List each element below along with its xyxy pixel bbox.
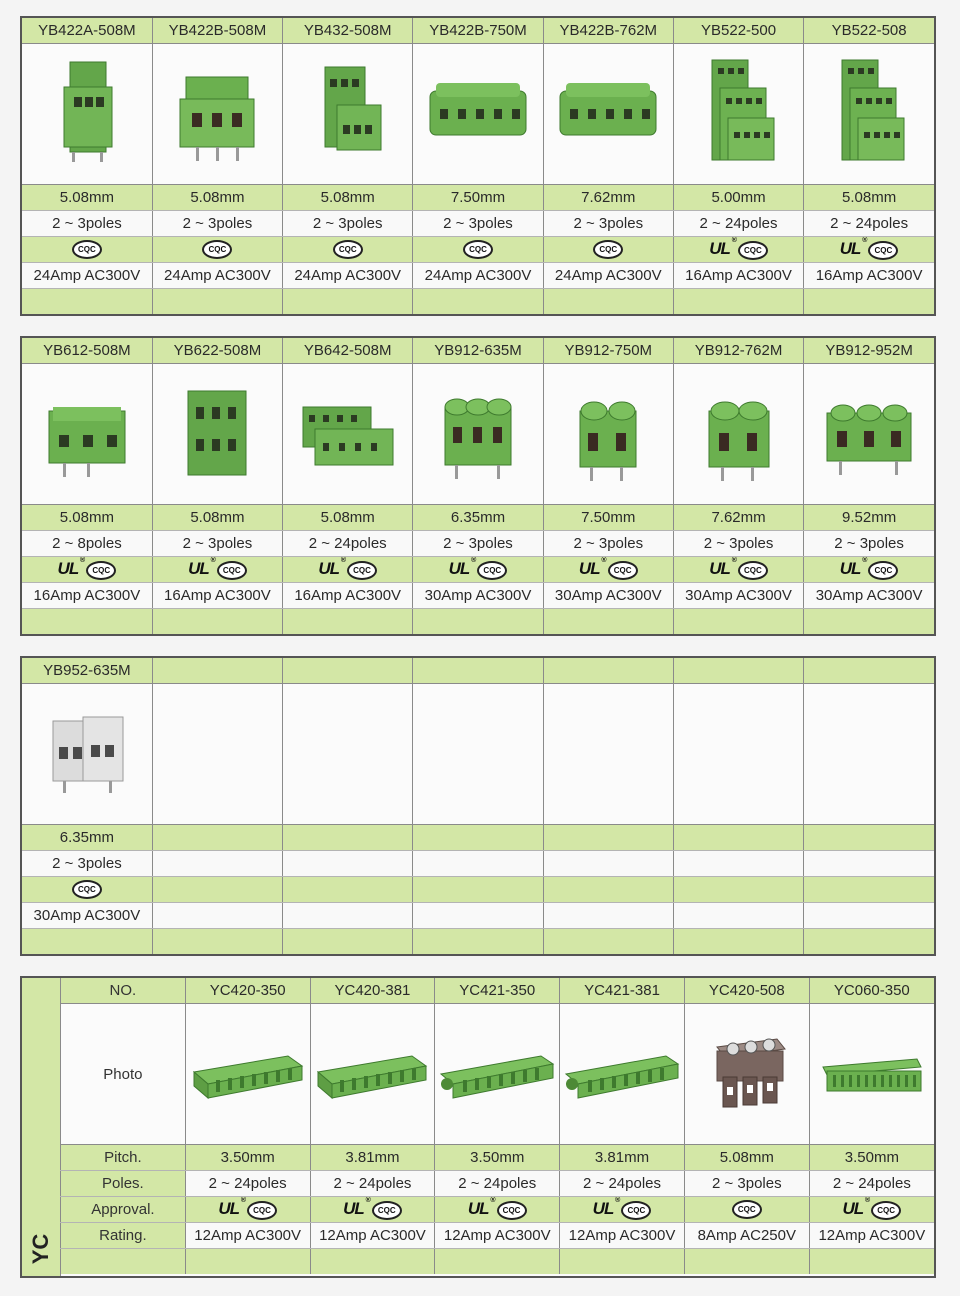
ul-icon: UL ® — [218, 1197, 245, 1219]
cqc-icon: CQC — [477, 561, 507, 580]
pitch-cell: 5.08mm — [22, 505, 152, 531]
product-photo — [804, 44, 934, 185]
product-table-2 — [20, 336, 936, 636]
pitch-cell: 5.08mm — [283, 185, 413, 211]
poles-row — [22, 851, 934, 877]
product-photo — [673, 364, 803, 505]
blank-row — [22, 609, 934, 635]
pitch-cell: 5.08mm — [152, 185, 282, 211]
rating-cell: 30Amp AC300V — [673, 583, 803, 609]
pitch-cell: 5.08mm — [804, 185, 934, 211]
ul-icon: UL ® — [839, 237, 867, 259]
photo-row — [61, 1004, 935, 1145]
product-photo — [283, 364, 413, 505]
approval-row — [22, 877, 934, 903]
photo-row — [22, 684, 934, 825]
poles-cell: 2 ~ 24poles — [310, 1171, 435, 1197]
ul-icon: UL ® — [57, 557, 85, 579]
blank-row — [61, 1249, 935, 1275]
approval-cell — [684, 1197, 809, 1223]
product-photo — [152, 44, 282, 185]
model-cell: YB642-508M — [283, 338, 413, 364]
model-cell: YB912-635M — [413, 338, 543, 364]
approval-cell — [310, 1197, 435, 1223]
product-photo — [283, 44, 413, 185]
cqc-icon: CQC — [463, 240, 493, 259]
rating-cell: 24Amp AC300V — [283, 263, 413, 289]
model-cell: YC421-350 — [435, 978, 560, 1004]
model-cell: YB912-952M — [804, 338, 934, 364]
product-photo — [413, 364, 543, 505]
pitch-row — [22, 185, 934, 211]
pitch-cell: 5.08mm — [283, 505, 413, 531]
ul-icon: UL ® — [578, 557, 606, 579]
product-photo — [673, 44, 803, 185]
poles-cell: 2 ~ 3poles — [152, 531, 282, 557]
model-cell: YC420-508 — [684, 978, 809, 1004]
pitch-cell: 7.50mm — [543, 505, 673, 531]
model-row — [22, 658, 934, 684]
model-row — [22, 338, 934, 364]
poles-cell: 2 ~ 3poles — [673, 531, 803, 557]
model-cell: YB522-500 — [673, 18, 803, 44]
model-row — [22, 18, 934, 44]
product-photo — [684, 1004, 809, 1145]
pitch-cell: 3.50mm — [809, 1145, 934, 1171]
ul-icon: UL ® — [709, 237, 736, 259]
cqc-icon: CQC — [738, 241, 768, 260]
cqc-icon: CQC — [372, 1201, 402, 1220]
poles-cell: 2 ~ 3poles — [684, 1171, 809, 1197]
ul-icon: UL ® — [318, 557, 346, 579]
model-cell: YB422B-508M — [152, 18, 282, 44]
pitch-cell: 5.08mm — [152, 505, 282, 531]
model-cell: YB522-508 — [804, 18, 934, 44]
rating-cell: 12Amp AC300V — [310, 1223, 435, 1249]
ul-icon: UL ® — [467, 1197, 495, 1219]
model-cell: YB422A-508M — [22, 18, 152, 44]
row-label-photo: Photo — [61, 1004, 186, 1145]
rating-cell: 12Amp AC300V — [560, 1223, 685, 1249]
pitch-cell: 5.08mm — [684, 1145, 809, 1171]
cqc-icon: CQC — [247, 1201, 277, 1220]
product-photo — [804, 364, 934, 505]
product-photo — [22, 364, 152, 505]
poles-cell: 2 ~ 3poles — [22, 211, 152, 237]
approval-cell — [283, 237, 413, 263]
product-photo — [809, 1004, 934, 1145]
approval-row — [61, 1197, 935, 1223]
pitch-cell: 6.35mm — [413, 505, 543, 531]
cqc-icon: CQC — [608, 561, 638, 580]
model-cell: YC421-381 — [560, 978, 685, 1004]
poles-cell: 2 ~ 3poles — [413, 531, 543, 557]
row-label-pitch: Pitch. — [61, 1145, 186, 1171]
ul-icon: UL ® — [592, 1197, 620, 1219]
row-label-no: NO. — [61, 978, 186, 1004]
approval-cell — [152, 237, 282, 263]
poles-cell: 2 ~ 3poles — [413, 211, 543, 237]
cqc-icon: CQC — [333, 240, 363, 259]
ul-icon: UL ® — [709, 557, 736, 579]
rating-cell: 30Amp AC300V — [543, 583, 673, 609]
product-photo — [310, 1004, 435, 1145]
yc-section-label: YC — [22, 978, 61, 1276]
cqc-icon: CQC — [86, 561, 116, 580]
rating-row — [22, 903, 934, 929]
rating-row — [61, 1223, 935, 1249]
cqc-icon: CQC — [738, 561, 768, 580]
pitch-cell: 7.50mm — [413, 185, 543, 211]
ul-icon: UL ® — [842, 1197, 870, 1219]
model-cell: YB422B-750M — [413, 18, 543, 44]
poles-cell: 2 ~ 24poles — [809, 1171, 934, 1197]
ul-icon: UL ® — [343, 1197, 370, 1219]
rating-cell: 24Amp AC300V — [413, 263, 543, 289]
product-photo — [152, 364, 282, 505]
pitch-cell: 3.81mm — [560, 1145, 685, 1171]
cqc-icon: CQC — [347, 561, 377, 580]
model-cell: YB422B-762M — [543, 18, 673, 44]
pitch-cell: 9.52mm — [804, 505, 934, 531]
pitch-cell: 7.62mm — [673, 505, 803, 531]
model-row — [61, 978, 935, 1004]
poles-row — [22, 211, 934, 237]
photo-row — [22, 44, 934, 185]
approval-cell — [804, 557, 934, 583]
pitch-cell: 3.81mm — [310, 1145, 435, 1171]
model-cell: YB622-508M — [152, 338, 282, 364]
cqc-icon: CQC — [72, 240, 102, 259]
rating-cell: 16Amp AC300V — [22, 583, 152, 609]
rating-cell: 12Amp AC300V — [809, 1223, 934, 1249]
rating-cell: 12Amp AC300V — [185, 1223, 310, 1249]
approval-cell — [560, 1197, 685, 1223]
approval-cell — [185, 1197, 310, 1223]
model-cell: YB912-762M — [673, 338, 803, 364]
yc-product-table — [20, 976, 936, 1278]
cqc-icon: CQC — [732, 1200, 762, 1219]
approval-cell — [809, 1197, 934, 1223]
rating-cell: 16Amp AC300V — [673, 263, 803, 289]
pitch-cell: 3.50mm — [435, 1145, 560, 1171]
row-label-rating: Rating. — [61, 1223, 186, 1249]
poles-cell: 2 ~ 3poles — [152, 211, 282, 237]
rating-cell: 16Amp AC300V — [804, 263, 934, 289]
approval-row — [22, 237, 934, 263]
blank-row — [22, 929, 934, 955]
cqc-icon: CQC — [497, 1201, 527, 1220]
poles-cell: 2 ~ 24poles — [283, 531, 413, 557]
rating-cell: 30Amp AC300V — [804, 583, 934, 609]
product-photo — [413, 44, 543, 185]
rating-cell: 24Amp AC300V — [22, 263, 152, 289]
approval-cell — [804, 237, 934, 263]
product-table-1 — [20, 16, 936, 316]
approval-cell — [435, 1197, 560, 1223]
rating-cell: 24Amp AC300V — [543, 263, 673, 289]
poles-cell: 2 ~ 8poles — [22, 531, 152, 557]
product-photo — [543, 44, 673, 185]
pitch-cell: 5.08mm — [22, 185, 152, 211]
cqc-icon: CQC — [72, 880, 102, 899]
approval-cell — [152, 557, 282, 583]
product-photo — [22, 44, 152, 185]
rating-cell: 12Amp AC300V — [435, 1223, 560, 1249]
product-photo — [22, 684, 152, 825]
rating-cell: 24Amp AC300V — [152, 263, 282, 289]
rating-cell: 30Amp AC300V — [413, 583, 543, 609]
approval-row — [22, 557, 934, 583]
poles-row — [22, 531, 934, 557]
model-cell: YB432-508M — [283, 18, 413, 44]
ul-icon: UL ® — [448, 557, 476, 579]
product-photo — [435, 1004, 560, 1145]
ul-icon: UL ® — [188, 557, 215, 579]
product-photo — [543, 364, 673, 505]
model-cell: YB952-635M — [22, 658, 152, 684]
rating-row — [22, 583, 934, 609]
poles-cell: 2 ~ 3poles — [543, 531, 673, 557]
rating-cell: 16Amp AC300V — [283, 583, 413, 609]
poles-cell: 2 ~ 3poles — [543, 211, 673, 237]
row-label-approval: Approval. — [61, 1197, 186, 1223]
cqc-icon: CQC — [621, 1201, 651, 1220]
pitch-row — [22, 505, 934, 531]
poles-cell: 2 ~ 24poles — [185, 1171, 310, 1197]
pitch-row — [22, 825, 934, 851]
approval-cell — [543, 557, 673, 583]
approval-cell — [543, 237, 673, 263]
product-table-3 — [20, 656, 936, 956]
blank-row — [22, 289, 934, 315]
rating-cell: 30Amp AC300V — [22, 903, 152, 929]
pitch-cell: 6.35mm — [22, 825, 152, 851]
poles-cell: 2 ~ 24poles — [673, 211, 803, 237]
rating-cell: 8Amp AC250V — [684, 1223, 809, 1249]
approval-cell — [22, 557, 152, 583]
rating-row — [22, 263, 934, 289]
pitch-cell: 7.62mm — [543, 185, 673, 211]
poles-cell: 2 ~ 24poles — [435, 1171, 560, 1197]
approval-cell — [22, 237, 152, 263]
approval-cell — [22, 877, 152, 903]
approval-cell — [673, 557, 803, 583]
model-cell: YC420-381 — [310, 978, 435, 1004]
rating-cell: 16Amp AC300V — [152, 583, 282, 609]
cqc-icon: CQC — [217, 561, 247, 580]
pitch-row — [61, 1145, 935, 1171]
model-cell: YB912-750M — [543, 338, 673, 364]
model-cell: YC420-350 — [185, 978, 310, 1004]
photo-row — [22, 364, 934, 505]
poles-cell: 2 ~ 24poles — [804, 211, 934, 237]
model-cell: YC060-350 — [809, 978, 934, 1004]
pitch-cell: 5.00mm — [673, 185, 803, 211]
poles-cell: 2 ~ 3poles — [283, 211, 413, 237]
pitch-cell: 3.50mm — [185, 1145, 310, 1171]
row-label-poles: Poles. — [61, 1171, 186, 1197]
poles-cell: 2 ~ 3poles — [804, 531, 934, 557]
poles-row — [61, 1171, 935, 1197]
cqc-icon: CQC — [871, 1201, 901, 1220]
cqc-icon: CQC — [593, 240, 623, 259]
cqc-icon: CQC — [868, 241, 898, 260]
product-photo — [185, 1004, 310, 1145]
cqc-icon: CQC — [868, 561, 898, 580]
ul-icon: UL ® — [839, 557, 867, 579]
approval-cell — [413, 237, 543, 263]
approval-cell — [413, 557, 543, 583]
approval-cell — [673, 237, 803, 263]
product-photo — [560, 1004, 685, 1145]
model-cell: YB612-508M — [22, 338, 152, 364]
poles-cell: 2 ~ 24poles — [560, 1171, 685, 1197]
cqc-icon: CQC — [202, 240, 232, 259]
poles-cell: 2 ~ 3poles — [22, 851, 152, 877]
approval-cell — [283, 557, 413, 583]
